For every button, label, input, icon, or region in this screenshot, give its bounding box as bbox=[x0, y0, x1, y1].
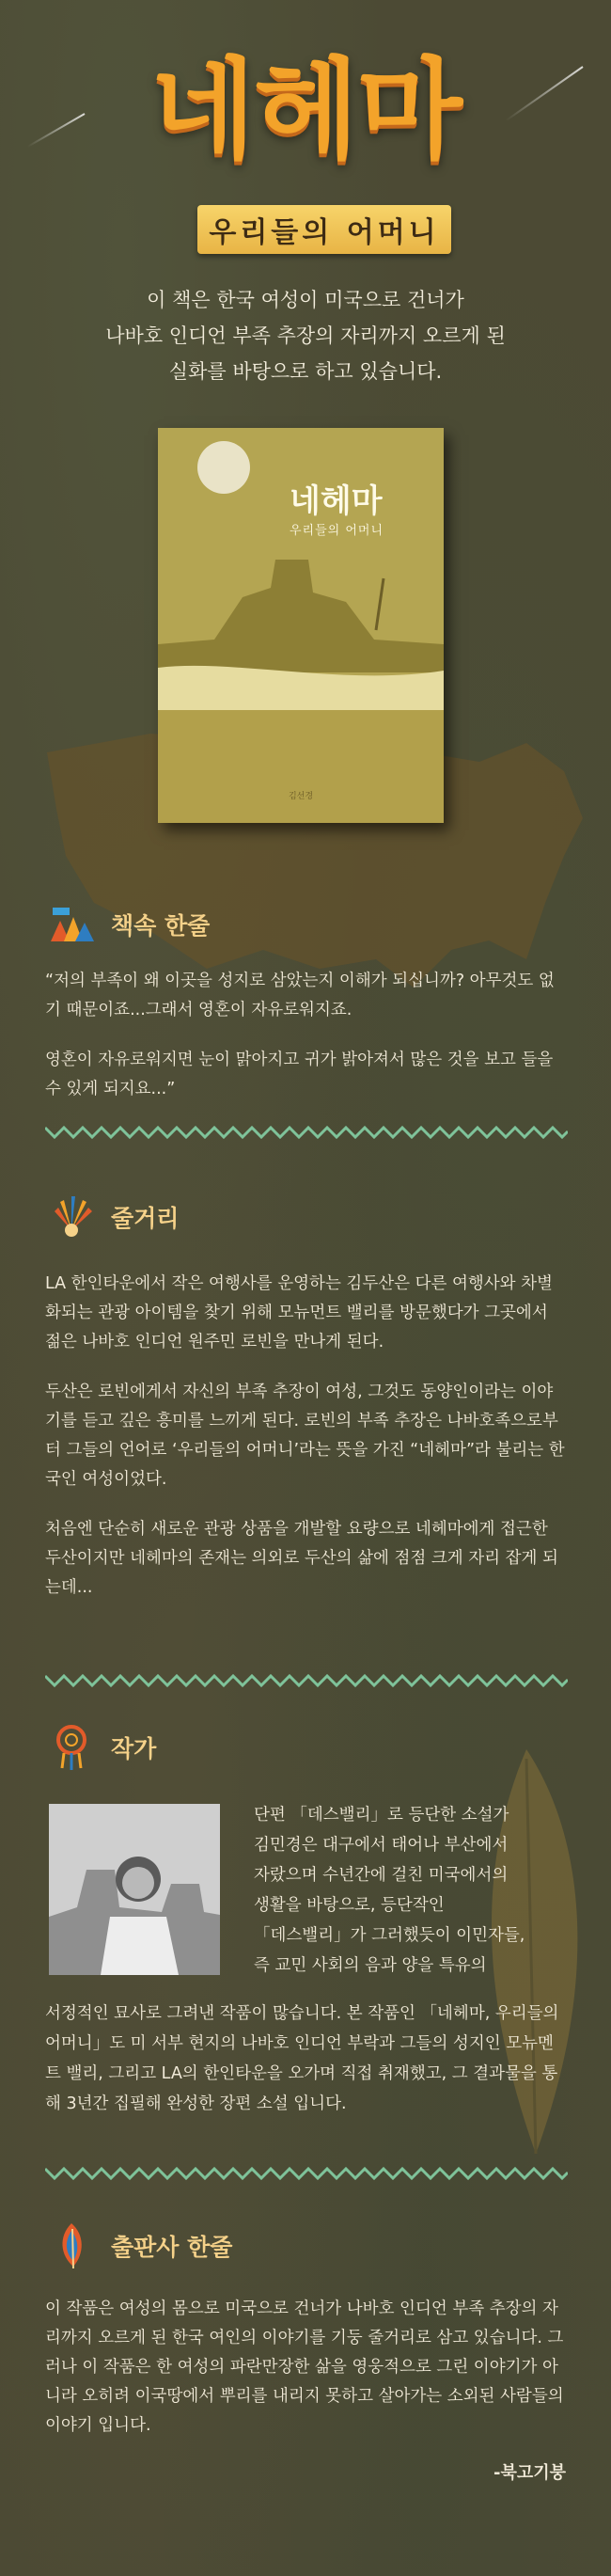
plot-paragraph: 두산은 로빈에게서 자신의 부족 추장이 여성, 그것도 동양인이라는 이야기를 듣고 깊은 흥미를 느끼게 된다. 로빈의 부족 추장은 나바호족으로부터 그들의 언어로 ‘우리들의 어머니’라는 뜻을 가진 “네헤마”라 불리는 한국인 여성이었다. bbox=[45, 1383, 565, 1489]
headdress-icon bbox=[47, 1193, 96, 1241]
author-line: 「데스밸리」가 그러했듯이 이민자들, bbox=[254, 1926, 525, 1945]
author-photo bbox=[49, 1804, 220, 1975]
section-title: 책속 한줄 bbox=[111, 912, 211, 940]
section-heading-quote bbox=[47, 900, 210, 949]
author-line: 자랐으며 수년간에 걸친 미국에서의 bbox=[254, 1866, 509, 1885]
tipi-icon bbox=[47, 900, 96, 949]
author-side-text bbox=[254, 1800, 573, 1981]
author-line: 생활을 바탕으로, 등단작인 bbox=[254, 1896, 445, 1915]
book-cover bbox=[158, 428, 444, 823]
intro-line: 이 책은 한국 여성이 미국으로 건너가 bbox=[147, 289, 464, 311]
book-cover-title: 네헤마 bbox=[290, 482, 383, 520]
quote-body bbox=[45, 967, 568, 1125]
book-cover-subtitle: 우리들의 어머니 bbox=[290, 524, 384, 538]
author-line: 단편 「데스밸리」로 등단한 소설가 bbox=[254, 1806, 509, 1825]
zigzag-divider bbox=[45, 1124, 568, 1141]
plot-paragraph: LA 한인타운에서 작은 여행사를 운영하는 김두산은 다른 여행사와 차별화되는 관광 아이템을 찾기 위해 모뉴먼트 밸리를 방문했다가 그곳에서 젊은 나바호 인디언 원주민 로빈을 만나게 된다. bbox=[45, 1274, 553, 1351]
publisher-paragraph: 이 작품은 여성의 몸으로 미국으로 건너가 나바호 인디언 부족 추장의 자리까지 오르게 된 한국 여인의 이야기를 기둥 줄거리로 삼고 있습니다. 그러나 이 작품은 한 여성의 파란만장한 삶을 영웅적으로 그린 이야기가 아니라 오히려 이국땅에서 뿌리를 내리지 못하고 살아가는 소외된 사람들의 이야기 입니다. bbox=[45, 2299, 564, 2435]
main-title: 네헤마 bbox=[149, 47, 462, 174]
plot-body bbox=[45, 1270, 568, 1623]
publisher-body bbox=[45, 2295, 568, 2461]
section-heading-plot bbox=[47, 1193, 179, 1241]
section-heading-author bbox=[47, 1723, 156, 1772]
quote-paragraph: “저의 부족이 왜 이곳을 성지로 삼았는지 이해가 되십니까? 아무것도 없기 때문이죠...그래서 영혼이 자유로워지죠. bbox=[45, 972, 555, 1019]
section-title: 작가 bbox=[111, 1735, 157, 1762]
feather-icon bbox=[47, 2221, 96, 2270]
book-cover-author: 김선경 bbox=[288, 792, 314, 801]
zigzag-divider bbox=[45, 1672, 568, 1689]
author-line: 김민경은 대구에서 태어나 부산에서 bbox=[254, 1836, 509, 1855]
section-title: 줄거리 bbox=[111, 1205, 180, 1232]
author-portrait bbox=[49, 1804, 220, 1975]
section-title: 출판사 한줄 bbox=[111, 2234, 233, 2261]
author-bottom-text: 서정적인 묘사로 그려낸 작품이 많습니다. 본 작품인 「네헤마, 우리들의 어머니」도 미 서부 현지의 나바호 인디언 부락과 그들의 성지인 모뉴멘트 밸리, 그리고 LA의 한인타운을 오가며 직접 취재했고, 그 결과물을 통해 3년간 집필해 완성한 장편 소설 입니다. bbox=[45, 2004, 559, 2113]
dreamcatcher-icon bbox=[47, 1723, 96, 1772]
intro-line: 나바호 인디언 부족 추장의 자리까지 오르게 된 bbox=[105, 324, 506, 347]
intro-line: 실화를 바탕으로 하고 있습니다. bbox=[168, 360, 443, 383]
plot-paragraph: 처음엔 단순히 새로운 관광 상품을 개발할 요량으로 네헤마에게 접근한 두산이지만 네헤마의 존재는 의외로 두산의 삶에 점점 크게 자리 잡게 되는데... bbox=[45, 1520, 558, 1597]
author-line: 즉 교민 사회의 음과 양을 특유의 bbox=[254, 1956, 487, 1975]
subtitle-badge: 우리들의 어머니 bbox=[197, 205, 451, 254]
hero-banner bbox=[0, 0, 611, 282]
quote-paragraph: 영혼이 자유로워지면 눈이 맑아지고 귀가 밝아져서 많은 것을 보고 들을 수 있게 되지요...” bbox=[45, 1051, 554, 1098]
signature: -북고기붕 bbox=[493, 2463, 566, 2483]
zigzag-divider bbox=[45, 2165, 568, 2182]
section-heading-publisher bbox=[47, 2221, 232, 2270]
intro-text bbox=[56, 282, 555, 389]
